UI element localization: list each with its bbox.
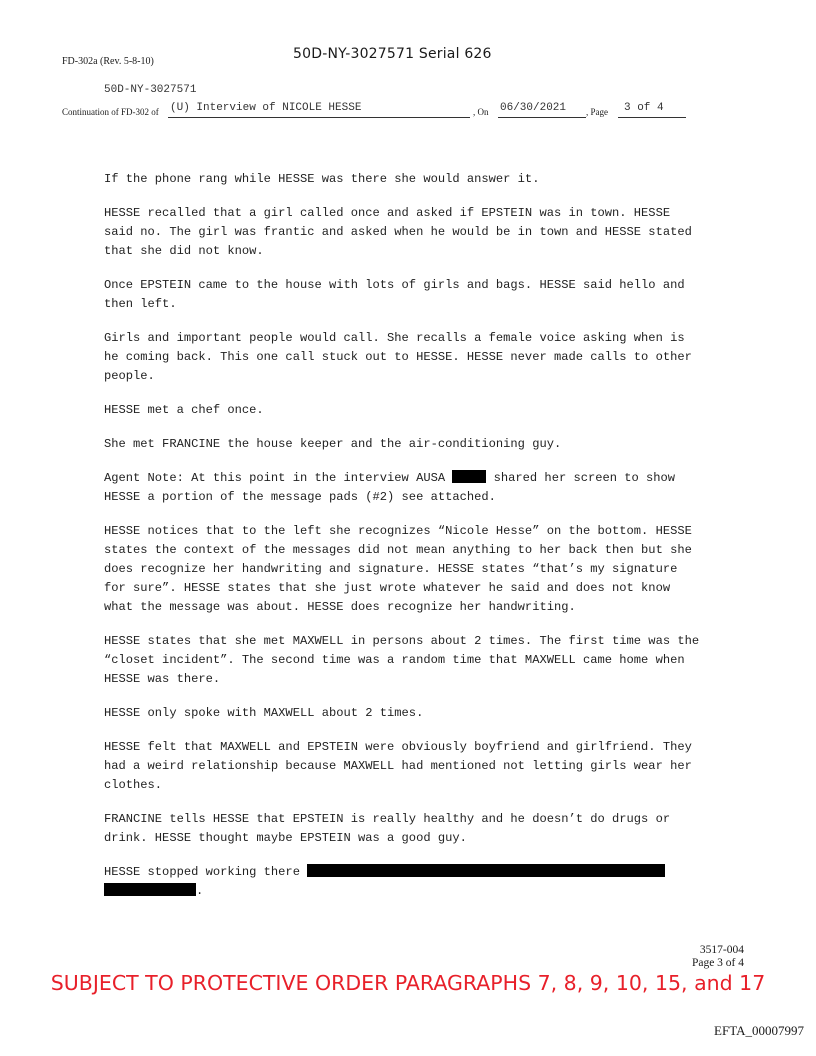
- paragraph: HESSE felt that MAXWELL and EPSTEIN were obviously boyfriend and girlfriend. They had a weird relationship because MAXWELL had mentioned not letting girls wear her clothes.: [104, 740, 692, 792]
- period: .: [196, 884, 204, 898]
- continuation-line: [62, 102, 702, 120]
- continuation-label: Continuation of FD-302 of: [62, 107, 159, 117]
- on-label: , On: [473, 107, 489, 117]
- paragraph: HESSE recalled that a girl called once and asked if EPSTEIN was in town. HESSE said no. The girl was frantic and asked when he would be in town and HESSE stated that she did not know.: [104, 206, 692, 258]
- paragraph: She met FRANCINE the house keeper and the air-conditioning guy.: [104, 437, 562, 451]
- paragraph: HESSE met a chef once.: [104, 403, 264, 417]
- paragraph: If the phone rang while HESSE was there she would answer it.: [104, 172, 540, 186]
- form-id: FD-302a (Rev. 5-8-10): [62, 56, 154, 67]
- serial-number: 50D-NY-3027571 Serial 626: [293, 46, 492, 62]
- protective-order-notice: SUBJECT TO PROTECTIVE ORDER PARAGRAPHS 7, 8, 9, 10, 15, and 17: [50, 971, 766, 995]
- paragraph: Girls and important people would call. She recalls a female voice asking when is he coming back. This one call stuck out to HESSE. HESSE never made calls to other people.: [104, 331, 692, 383]
- page-number: 3 of 4: [618, 102, 686, 118]
- paragraph: HESSE notices that to the left she recognizes “Nicole Hesse” on the bottom. HESSE states the context of the messages did not mean anything to her back then but she does recognize her handwriting and signature. HESSE states “that’s my signature for sure”. HESSE states that she just wrote whatever he said and does not know what the message was about. HESSE does recognize her handwriting.: [104, 524, 692, 614]
- redaction-bar: [452, 470, 486, 483]
- document-code: 3517-004: [699, 944, 744, 956]
- file-number: 50D-NY-3027571: [104, 84, 197, 96]
- paragraph: HESSE only spoke with MAXWELL about 2 times.: [104, 706, 424, 720]
- bates-number: EFTA_00007997: [714, 1023, 804, 1038]
- footer-page-info: [692, 944, 744, 970]
- interview-date: 06/30/2021: [498, 102, 586, 118]
- interview-subject: (U) Interview of NICOLE HESSE: [168, 102, 470, 118]
- redaction-bar: [104, 883, 196, 896]
- document-body: [104, 170, 704, 916]
- paragraph: Once EPSTEIN came to the house with lots of girls and bags. HESSE said hello and then left.: [104, 278, 685, 311]
- paragraph-agent-note: [104, 469, 704, 507]
- agent-note-end: shared her screen to show HESSE a portion of the message pads (#2) see attached.: [104, 471, 676, 504]
- stopped-working-text: HESSE stopped working there: [104, 865, 300, 879]
- page-label: , Page: [586, 107, 608, 117]
- agent-note-start: Agent Note: At this point in the interview AUSA: [104, 471, 446, 485]
- paragraph: HESSE states that she met MAXWELL in persons about 2 times. The first time was the “closet incident”. The second time was a random time that MAXWELL came home when HESSE was there.: [104, 634, 700, 686]
- redaction-bar: [307, 864, 665, 877]
- paragraph-last: [104, 863, 704, 901]
- footer-page-number: Page 3 of 4: [691, 957, 744, 969]
- paragraph: FRANCINE tells HESSE that EPSTEIN is really healthy and he doesn’t do drugs or drink. HESSE thought maybe EPSTEIN was a good guy.: [104, 812, 671, 845]
